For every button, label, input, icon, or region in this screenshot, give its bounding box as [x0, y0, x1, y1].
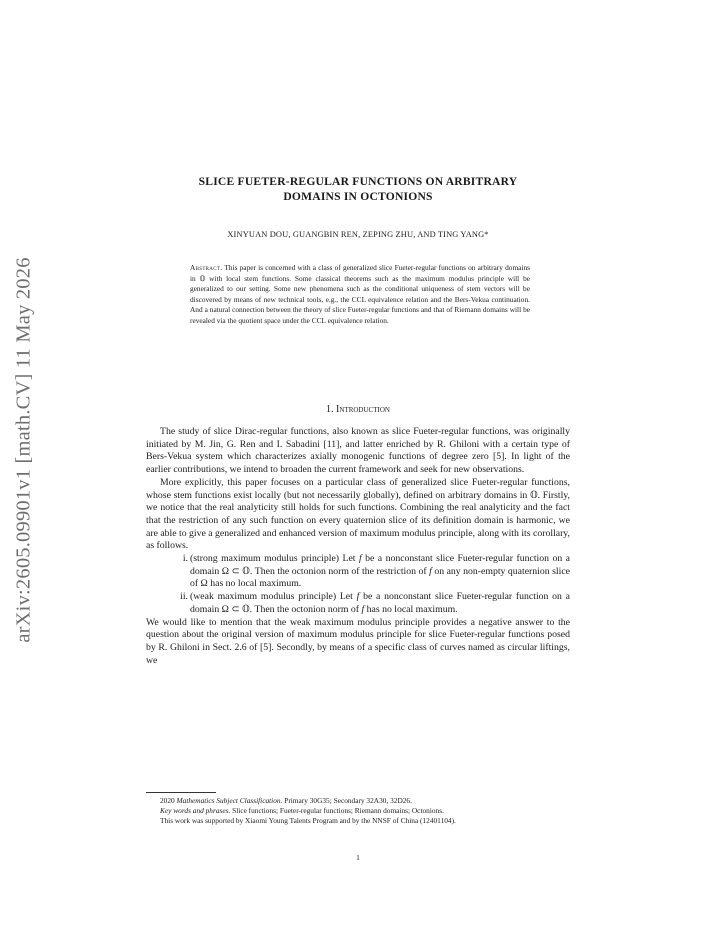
- section-number: 1.: [326, 404, 334, 415]
- footnotes: [146, 796, 570, 826]
- title-line-2: DOMAINS IN OCTONIONS: [283, 190, 433, 203]
- section-heading: [146, 404, 570, 415]
- list-item: i. (strong maximum modulus principle) Let f be a nonconstant slice Fueter-regular function on a domain Ω ⊂ 𝕆. Then the octonion norm of the restriction of f on any non-empty quaternion slice of Ω has no local maximum.: [146, 553, 570, 591]
- abstract: [190, 263, 530, 327]
- paragraph-2: More explicitly, this paper focuses on a particular class of generalized slice Fueter-regular functions, whose stem functions exist locally (but not necessarily globally), defined on arbitrary domains in 𝕆. Firstly, we notice that the real analyticity still holds for such functions. Combining the real analyticity and the fact that the restriction of any such function on every quaternion slice of its definition domain is harmonic, we are able to give a generalized and enhanced version of maximum modulus principle, along with its corollary, as follows.: [146, 476, 570, 552]
- list-item-number: i.: [182, 553, 188, 565]
- theorem-list: [146, 553, 570, 617]
- author-list: XINYUAN DOU, GUANGBIN REN, ZEPING ZHU, AND TING YANG*: [227, 230, 489, 239]
- body-text: [146, 426, 570, 667]
- arxiv-watermark: [6, 240, 42, 660]
- footnote-rule: [146, 792, 216, 793]
- paragraph-3: We would like to mention that the weak maximum modulus principle provides a negative answer to the question about the original version of maximum modulus principle for slice Fueter-regular functions posed by R. Ghiloni in Sect. 2.6 of [5]. Secondly, by means of a specific class of curves named as circular liftings, we: [146, 616, 570, 666]
- paragraph-1: The study of slice Dirac-regular functions, also known as slice Fueter-regular functions, was originally initiated by M. Jin, G. Ren and I. Sabadini [11], and latter enriched by R. Ghiloni with a certain type of Bers-Vekua system which characterizes axially monogenic functions of degree zero [5]. In light of the earlier contributions, we intend to broaden the current framework and seek for new observations.: [146, 426, 570, 476]
- paper-title: [146, 174, 570, 204]
- section-title: Introduction: [336, 404, 390, 415]
- footnote-msc: 2020 Mathematics Subject Classification. Primary 30G35; Secondary 32A30, 32D26.: [160, 796, 412, 805]
- page-number: 1: [356, 853, 360, 862]
- list-item-number: ii.: [180, 591, 188, 603]
- footnote-keywords: Key words and phrases. Slice functions; Fueter-regular functions; Riemann domains; Octonions.: [160, 805, 444, 815]
- list-item: ii. (weak maximum modulus principle) Let f be a nonconstant slice Fueter-regular function on a domain Ω ⊂ 𝕆. Then the octonion norm of f has no local maximum.: [146, 591, 570, 616]
- footnote-support: This work was supported by Xiaomi Young Talents Program and by the NNSF of China (12401104).: [160, 815, 456, 825]
- abstract-label: Abstract.: [190, 263, 223, 272]
- arxiv-id: arXiv:2605.09901v1 [math.CV] 11 May 2026: [12, 257, 35, 643]
- abstract-text: This paper is concerned with a class of generalized slice Fueter-regular functions on arbitrary domains in 𝕆 with local stem functions. Some classical theorems such as the maximum modulus principle will be generalized to our setting. Some new phenomena such as the conditional uniqueness of stem vectors will be discovered by means of new technical tools, e.g., the CCL equivalence relation and the Bers-Vekua continuation. And a natural connection between the theory of slice Fueter-regular functions and that of Riemann domains will be revealed via the quotient space under the CCL equivalence relation.: [190, 263, 530, 325]
- title-line-1: SLICE FUETER-REGULAR FUNCTIONS ON ARBITRARY: [198, 175, 518, 188]
